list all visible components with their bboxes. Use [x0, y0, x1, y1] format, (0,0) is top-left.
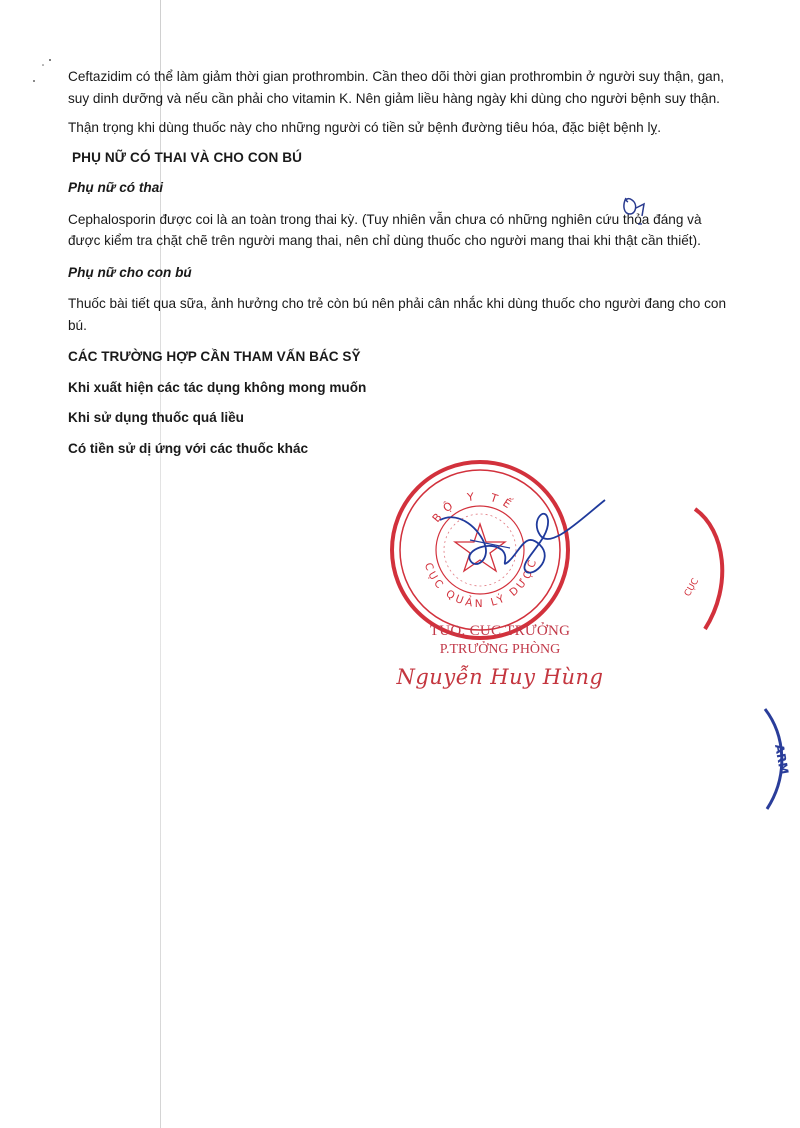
partial-stamp-edge-text: ARM [772, 743, 792, 776]
partial-stamp-edge [745, 705, 800, 815]
paragraph-prothrombin: Ceftazidim có thể làm giảm thời gian prothrombin. Cần theo dõi thời gian prothrombin ở người suy thận, gan, suy dinh dưỡng và nếu cần phải cho vitamin K. Nên giảm liều hàng ngày khi dùng cho người bệnh suy thận. [68, 69, 725, 106]
signature-scribble [430, 490, 610, 590]
paragraph-breastfeeding: Thuốc bài tiết qua sữa, ảnh hưởng cho trẻ còn bú nên phải cân nhắc khi dùng thuốc cho người đang cho con bú. [68, 296, 727, 333]
stamp-bottom-text: CỤC QUẢN LÝ DƯỢC [421, 556, 540, 611]
consult-item: Có tiền sử dị ứng với các thuốc khác [68, 440, 309, 456]
signature-block [380, 622, 620, 693]
signer-title: TUQ. CỤC TRƯỞNG [429, 623, 571, 639]
consult-item: Khi xuất hiện các tác dụng không mong muốn [68, 379, 367, 395]
paragraph-pregnant: Cephalosporin được coi là an toàn trong thai kỳ. (Tuy nhiên vẫn chưa có những nghiên cứu thỏa đáng và được kiểm tra chặt chẽ trên người mang thai, nên chỉ dùng thuốc cho người mang thai khi thật cần thiết). [68, 211, 702, 248]
heading-consult-doctor: CÁC TRƯỜNG HỢP CẦN THAM VẤN BÁC SỸ [68, 349, 361, 364]
consult-item: Khi sử dụng thuốc quá liều [68, 410, 244, 425]
paragraph-caution: Thận trọng khi dùng thuốc này cho những người có tiền sử bệnh đường tiêu hóa, đặc biệt bệnh lỵ. [68, 120, 662, 135]
partial-stamp-right-text: CỤC [682, 576, 702, 599]
signer-name: Nguyễn Huy Hùng [396, 665, 604, 689]
stamp-top-text: BỘ Y TẾ [429, 489, 519, 525]
scan-specks [28, 58, 58, 98]
document-body [68, 66, 728, 468]
heading-pregnancy-breastfeeding: PHỤ NỮ CÓ THAI VÀ CHO CON BÚ [72, 149, 303, 165]
subheading-breastfeeding: Phụ nữ cho con bú [68, 264, 192, 280]
partial-stamp-right [675, 505, 735, 635]
signer-position: P.TRƯỞNG PHÒNG [439, 642, 561, 657]
subheading-pregnant: Phụ nữ có thai [68, 180, 164, 195]
handwritten-initial-mark [618, 190, 658, 230]
